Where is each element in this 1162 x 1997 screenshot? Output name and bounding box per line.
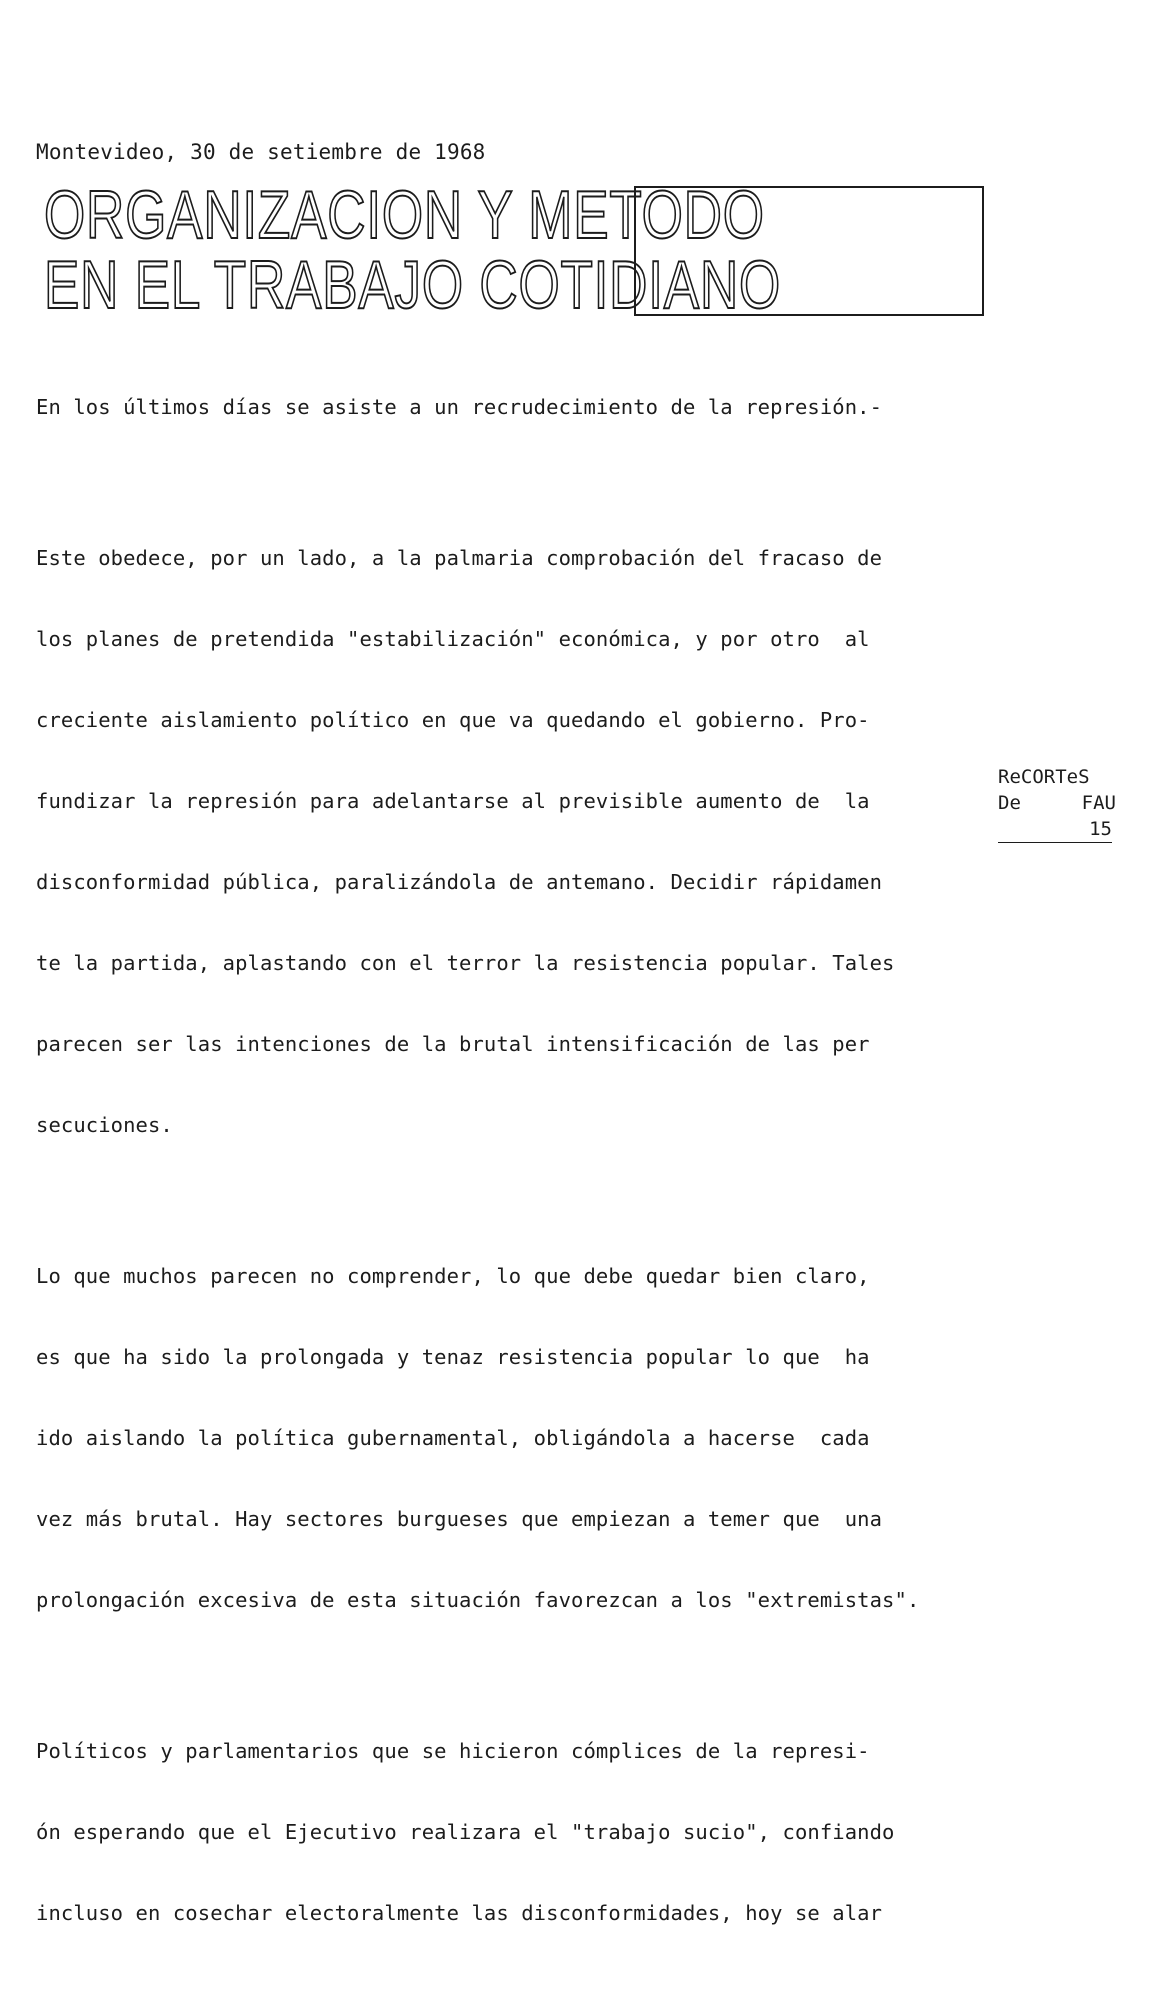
text-line: ido aislando la política gubernamental, obligándola a hacerse cada — [36, 1426, 870, 1450]
paragraph-3 — [36, 1209, 996, 1668]
text-line: Políticos y parlamentarios que se hicieron cómplices de la represi- — [36, 1739, 870, 1763]
clipping-reference — [998, 764, 1116, 843]
clipping-series: ReCORTeS — [998, 766, 1090, 788]
text-line: prolongación excesiva de esta situación favorezcan a los "extremistas". — [36, 1588, 920, 1612]
text-line: fundizar la represión para adelantarse al previsible aumento de la — [36, 789, 870, 813]
title-line-1: ORGANIZACION Y METODO — [44, 177, 765, 253]
stamp-box — [634, 186, 984, 316]
text-line: parecen ser las intenciones de la brutal intensificación de las per — [36, 1032, 870, 1056]
text-line: Este obedece, por un lado, a la palmaria comprobación del fracaso de — [36, 546, 883, 570]
text-line: creciente aislamiento político en que va quedando el gobierno. Pro- — [36, 708, 870, 732]
text-line: En los últimos días se asiste a un recrudecimiento de la represión.- — [36, 395, 883, 419]
text-line: te la partida, aplastando con el terror la resistencia popular. Tales — [36, 951, 895, 975]
paragraph-4 — [36, 1684, 996, 1981]
text-line: vez más brutal. Hay sectores burgueses que empiezan a temer que una — [36, 1507, 883, 1531]
dateline: Montevideo, 30 de setiembre de 1968 — [36, 140, 486, 164]
text-line: ón esperando que el Ejecutivo realizara el "trabajo sucio", confiando — [36, 1820, 895, 1844]
title-line-2: EN EL TRABAJO COTIDIANO — [44, 247, 782, 323]
document-title — [44, 177, 782, 323]
paragraph-1 — [36, 340, 996, 475]
text-line: disconformidad pública, paralizándola de antemano. Decidir rápidamen — [36, 870, 883, 894]
text-line: secuciones. — [36, 1113, 173, 1137]
text-line: Lo que muchos parecen no comprender, lo que debe quedar bien claro, — [36, 1264, 870, 1288]
text-line: incluso en cosechar electoralmente las disconformidades, hoy se alar — [36, 1901, 883, 1925]
article-body — [36, 340, 996, 1997]
clipping-number: 15 — [998, 816, 1112, 843]
text-line: es que ha sido la prolongada y tenaz resistencia popular lo que ha — [36, 1345, 870, 1369]
clipping-de: De — [998, 792, 1021, 814]
text-line: los planes de pretendida "estabilización" económica, y por otro al — [36, 627, 870, 651]
clipping-publisher: FAU — [1081, 792, 1116, 814]
paragraph-2 — [36, 491, 996, 1193]
